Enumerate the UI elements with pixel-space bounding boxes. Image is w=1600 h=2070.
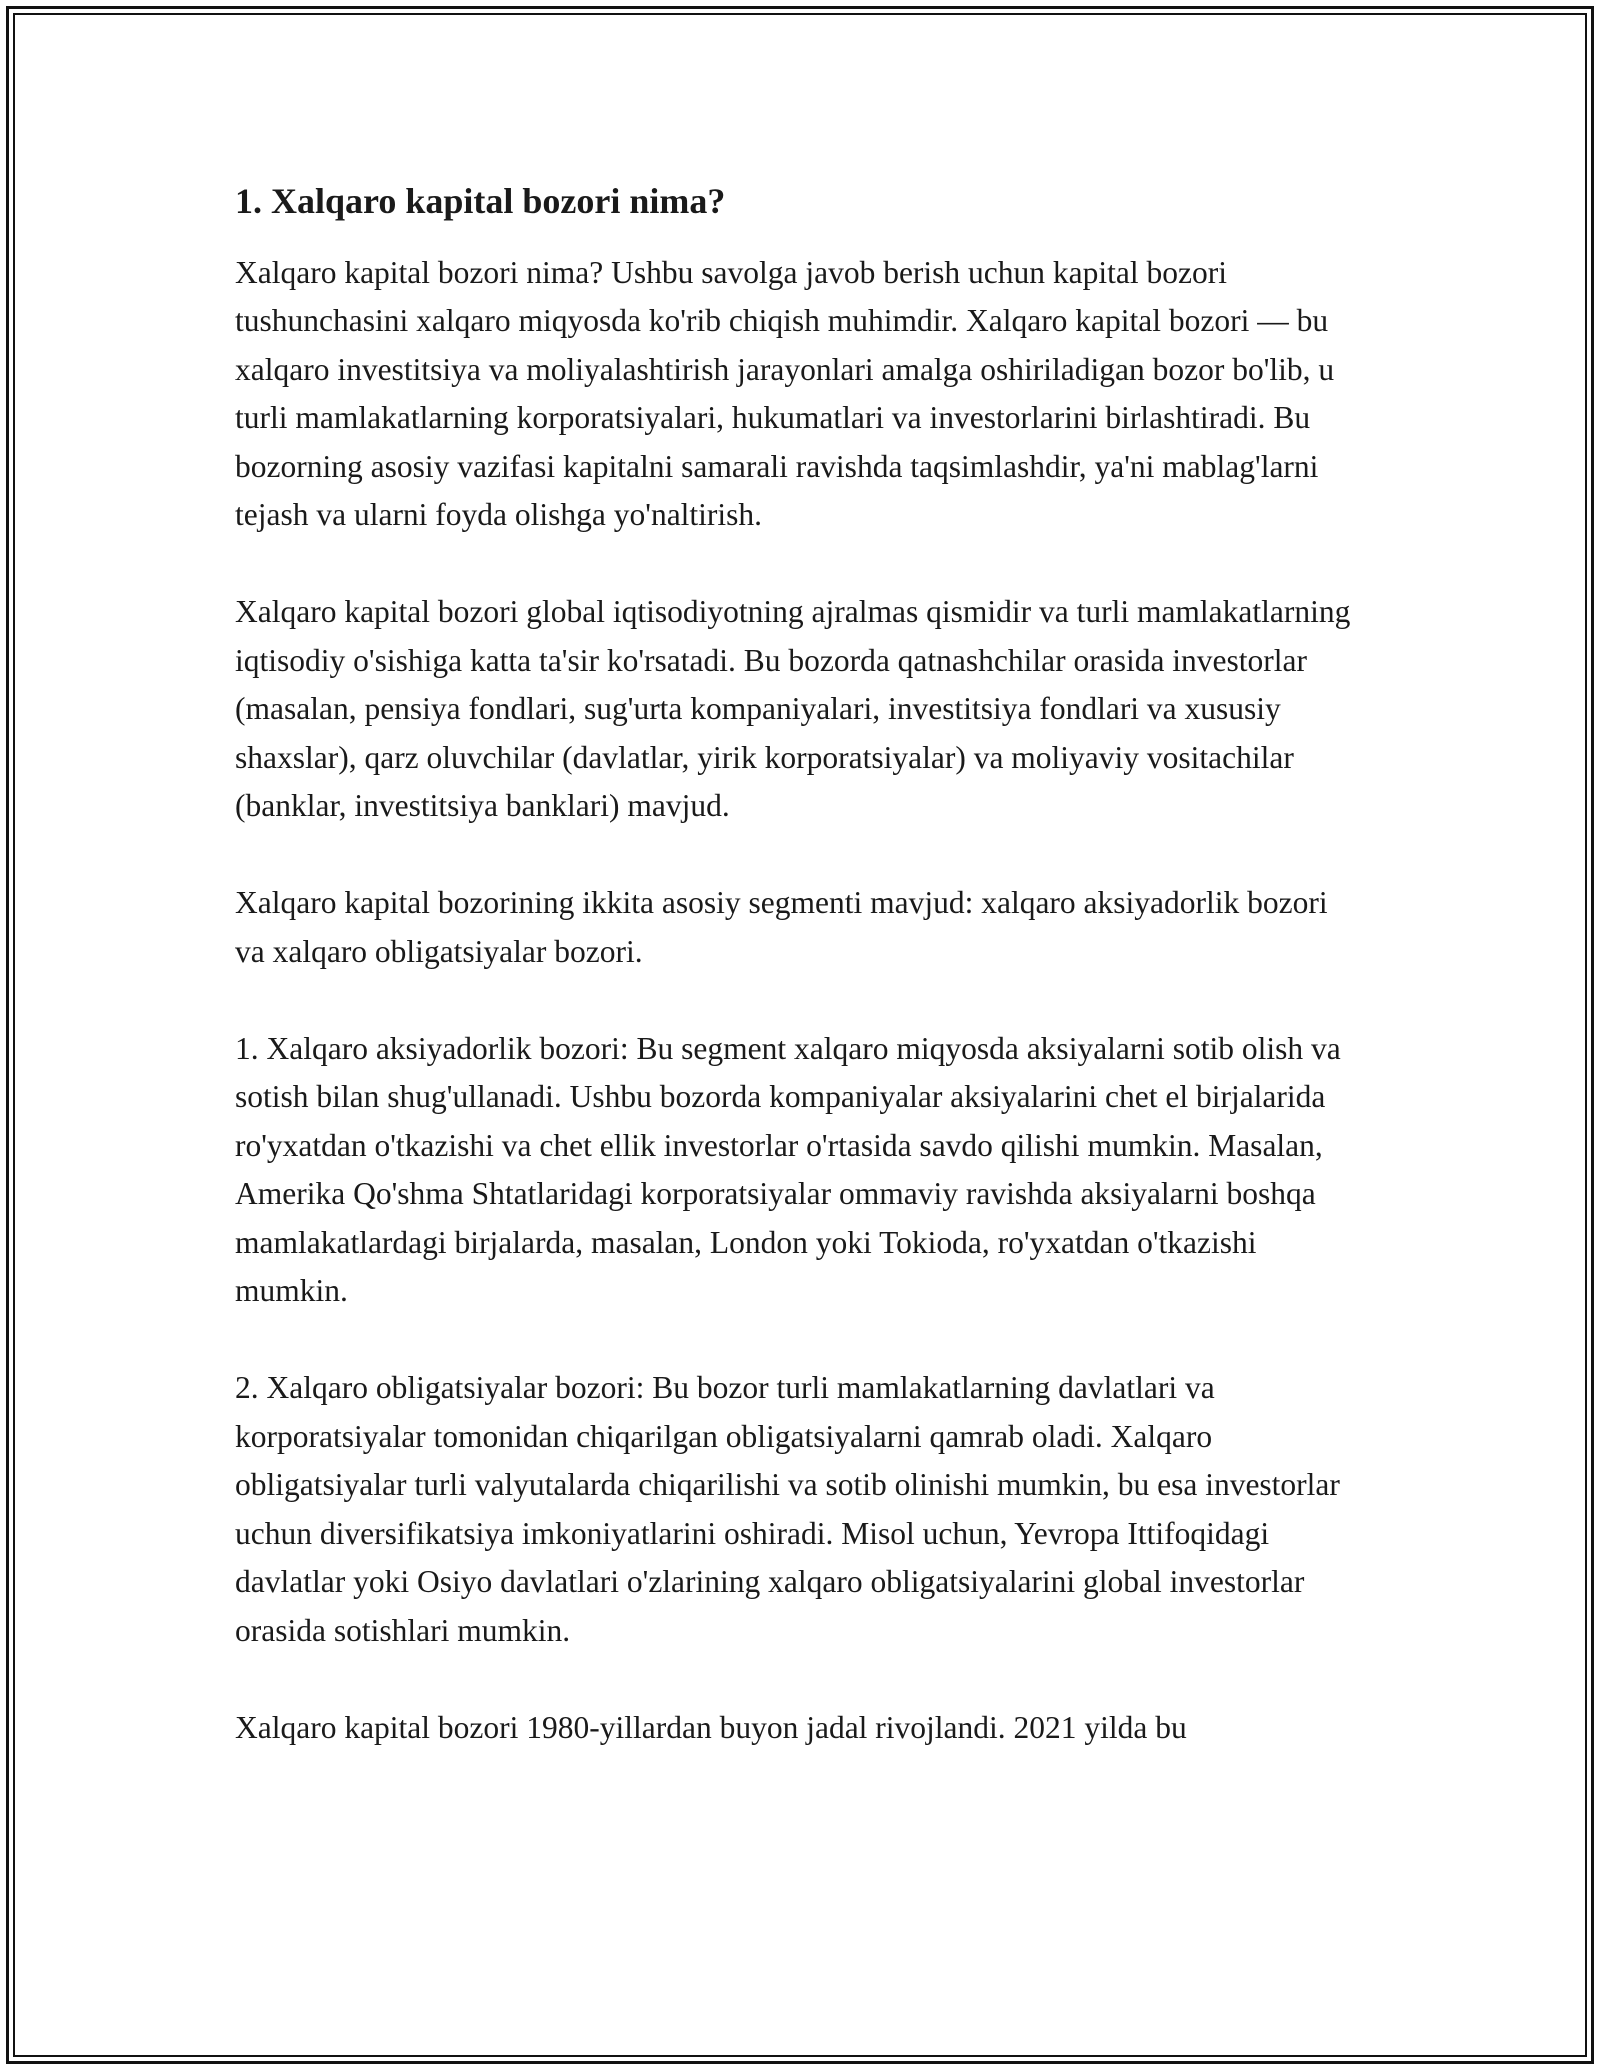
paragraph-equity-market: 1. Xalqaro aksiyadorlik bozori: Bu segment xalqaro miqyosda aksiyalarni sotib olish va sotish bilan shug'ullanadi. Ushbu bozorda kompaniyalar aksiyalarini chet el birjalarida ro'yxatdan o'tkazishi va chet ellik investorlar o'rtasida savdo qilishi mumkin. Masalan, Amerika Qo'shma Shtatlaridagi korporatsiyalar ommaviy ravishda aksiyalarni boshqa mamlakatlardagi birjalarda, masalan, London yoki Tokioda, ro'yxatdan o'tkazishi mumkin. — [235, 1030, 1341, 1309]
document-title: 1. Xalqaro kapital bozori nima? — [235, 181, 726, 221]
paragraph-history: Xalqaro kapital bozori 1980-yillardan buyon jadal rivojlandi. 2021 yilda bu — [235, 1709, 1187, 1745]
paragraph-segments: Xalqaro kapital bozorining ikkita asosiy segmenti mavjud: xalqaro aksiyadorlik bozori va xalqaro obligatsiyalar bozori. — [235, 885, 1328, 969]
paragraph-intro: Xalqaro kapital bozori nima? Ushbu savolga javob berish uchun kapital bozori tushunchasini xalqaro miqyosda ko'rib chiqish muhimdir. Xalqaro kapital bozori — bu xalqaro investitsiya va moliyalashtirish jarayonlari amalga oshiriladigan bozor bo'lib, u turli mamlakatlarning korporatsiyalari, hukumatlari va investorlarini birlashtiradi. Bu bozorning asosiy vazifasi kapitalni samarali ravishda taqsimlashdir, ya'ni mablag'larni tejash va ularni foyda olishga yo'naltirish. — [235, 254, 1335, 533]
paragraph-participants: Xalqaro kapital bozori global iqtisodiyotning ajralmas qismidir va turli mamlakatlarning iqtisodiy o'sishiga katta ta'sir ko'rsatadi. Bu bozorda qatnashchilar orasida investorlar (masalan, pensiya fondlari, sug'urta kompaniyalari, investitsiya fondlari va xususiy shaxslar), qarz oluvchilar (davlatlar, yirik korporatsiyalar) va moliyaviy vositachilar (banklar, investitsiya banklari) mavjud. — [235, 594, 1351, 824]
paragraph-bond-market: 2. Xalqaro obligatsiyalar bozori: Bu bozor turli mamlakatlarning davlatlari va korporatsiyalar tomonidan chiqarilgan obligatsiyalarni qamrab oladi. Xalqaro obligatsiyalar turli valyutalarda chiqarilishi va sotib olinishi mumkin, bu esa investorlar uchun diversifikatsiya imkoniyatlarini oshiradi. Misol uchun, Yevropa Ittifoqidagi davlatlar yoki Osiyo davlatlari o'zlarining xalqaro obligatsiyalarini global investorlar orasida sotishlari mumkin. — [235, 1370, 1340, 1648]
document-body — [235, 178, 1365, 1801]
